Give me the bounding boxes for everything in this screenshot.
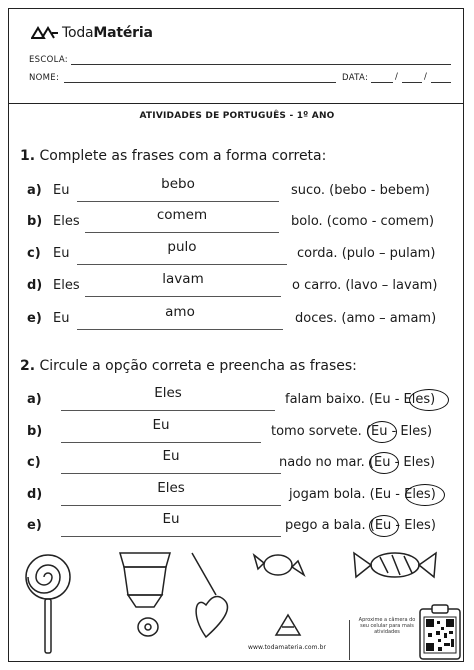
q1-row-subject: Eu (53, 183, 70, 198)
q2-row-letter: e) (27, 518, 42, 533)
qr-note: Aproxime a câmera do seu celular para mais atividades (358, 617, 416, 635)
q1-row-tail: doces. (amo – amam) (295, 311, 437, 326)
wrapped-candy-icon (120, 553, 170, 607)
q2-row-tail: tomo sorvete. (Eu - Eles) (271, 424, 433, 439)
q1-row-subject: Eles (53, 278, 80, 293)
date-separator: / (424, 72, 428, 82)
handwritten-answer: Eles (154, 385, 182, 401)
q2-row-tail: nado no mar. (Eu - Eles) (279, 455, 436, 470)
qr-code-icon[interactable] (418, 603, 462, 661)
answer-line[interactable] (85, 232, 279, 233)
answer-line[interactable] (77, 264, 287, 265)
nome-label: NOME: (29, 73, 60, 83)
handwritten-answer: pulo (167, 239, 197, 255)
nome-line[interactable] (64, 82, 336, 83)
handwritten-answer: comem (156, 207, 208, 223)
header (9, 9, 463, 104)
q2-row-tail: jogam bola. (Eu - Eles) (289, 487, 436, 502)
answer-line[interactable] (61, 505, 281, 506)
divider (349, 620, 350, 660)
logo-text: TodaMatéria (62, 25, 153, 41)
chocolate-drop-icon (276, 615, 300, 635)
q1-row-subject: Eu (53, 311, 70, 326)
handwritten-answer: Eu (162, 511, 180, 527)
q2-row-letter: a) (27, 392, 42, 407)
choice-circle (367, 421, 397, 443)
q2-row-letter: d) (27, 487, 43, 502)
lollipop-spiral-icon (26, 555, 70, 653)
handwritten-answer: bebo (161, 176, 195, 192)
data-label: DATA: (342, 73, 369, 83)
q1-row-letter: b) (27, 214, 43, 229)
q1-row-subject: Eles (53, 214, 80, 229)
q1-row-letter: a) (27, 183, 42, 198)
q1-row-tail: corda. (pulo – pulam) (297, 246, 436, 261)
small-candy-icon (138, 618, 158, 636)
heart-lollipop-icon (192, 553, 227, 637)
escola-line[interactable] (71, 64, 451, 65)
logo (31, 25, 153, 41)
choice-circle (369, 452, 399, 474)
bonbon-candy-icon (254, 555, 304, 575)
logo-icon (31, 25, 59, 41)
date-separator: / (395, 72, 399, 82)
q2-row-letter: b) (27, 424, 43, 439)
worksheet-title: ATIVIDADES DE PORTUGUÊS - 1º ANO (139, 111, 335, 121)
choice-circle (405, 484, 445, 506)
q1-row-letter: c) (27, 246, 41, 261)
q1-row-tail: bolo. (como - comem) (291, 214, 435, 229)
date-day-line[interactable] (371, 82, 393, 83)
answer-line[interactable] (85, 296, 281, 297)
answer-line[interactable] (77, 201, 279, 202)
q1-row-tail: suco. (bebo - bebem) (291, 183, 430, 198)
choice-circle (369, 515, 399, 537)
q1-row-letter: e) (27, 311, 42, 326)
q2-row-tail: pego a bala. (Eu - Eles) (285, 518, 436, 533)
answer-line[interactable] (77, 329, 283, 330)
answer-line[interactable] (61, 410, 275, 411)
choice-circle (409, 389, 449, 411)
handwritten-answer: Eles (157, 480, 185, 496)
twist-candy-icon (354, 553, 436, 577)
answer-line[interactable] (61, 536, 281, 537)
handwritten-answer: Eu (162, 448, 180, 464)
q2-title: 2. Circule a opção correta e preencha as frases: (20, 358, 357, 374)
escola-label: ESCOLA: (29, 55, 68, 65)
q2-row-letter: c) (27, 455, 41, 470)
q1-title: 1. Complete as frases com a forma correta: (20, 148, 327, 164)
handwritten-answer: lavam (162, 271, 204, 287)
answer-line[interactable] (61, 442, 261, 443)
q1-row-letter: d) (27, 278, 43, 293)
q1-row-tail: o carro. (lavo – lavam) (292, 278, 438, 293)
handwritten-answer: amo (165, 304, 195, 320)
date-month-line[interactable] (402, 82, 422, 83)
date-year-line[interactable] (431, 82, 451, 83)
footer-url[interactable]: www.todamateria.com.br (248, 644, 327, 651)
answer-line[interactable] (61, 473, 281, 474)
q2-row-tail: falam baixo. (Eu - Eles) (285, 392, 436, 407)
handwritten-answer: Eu (152, 417, 170, 433)
q1-row-subject: Eu (53, 246, 70, 261)
candy-illustrations (20, 545, 470, 665)
